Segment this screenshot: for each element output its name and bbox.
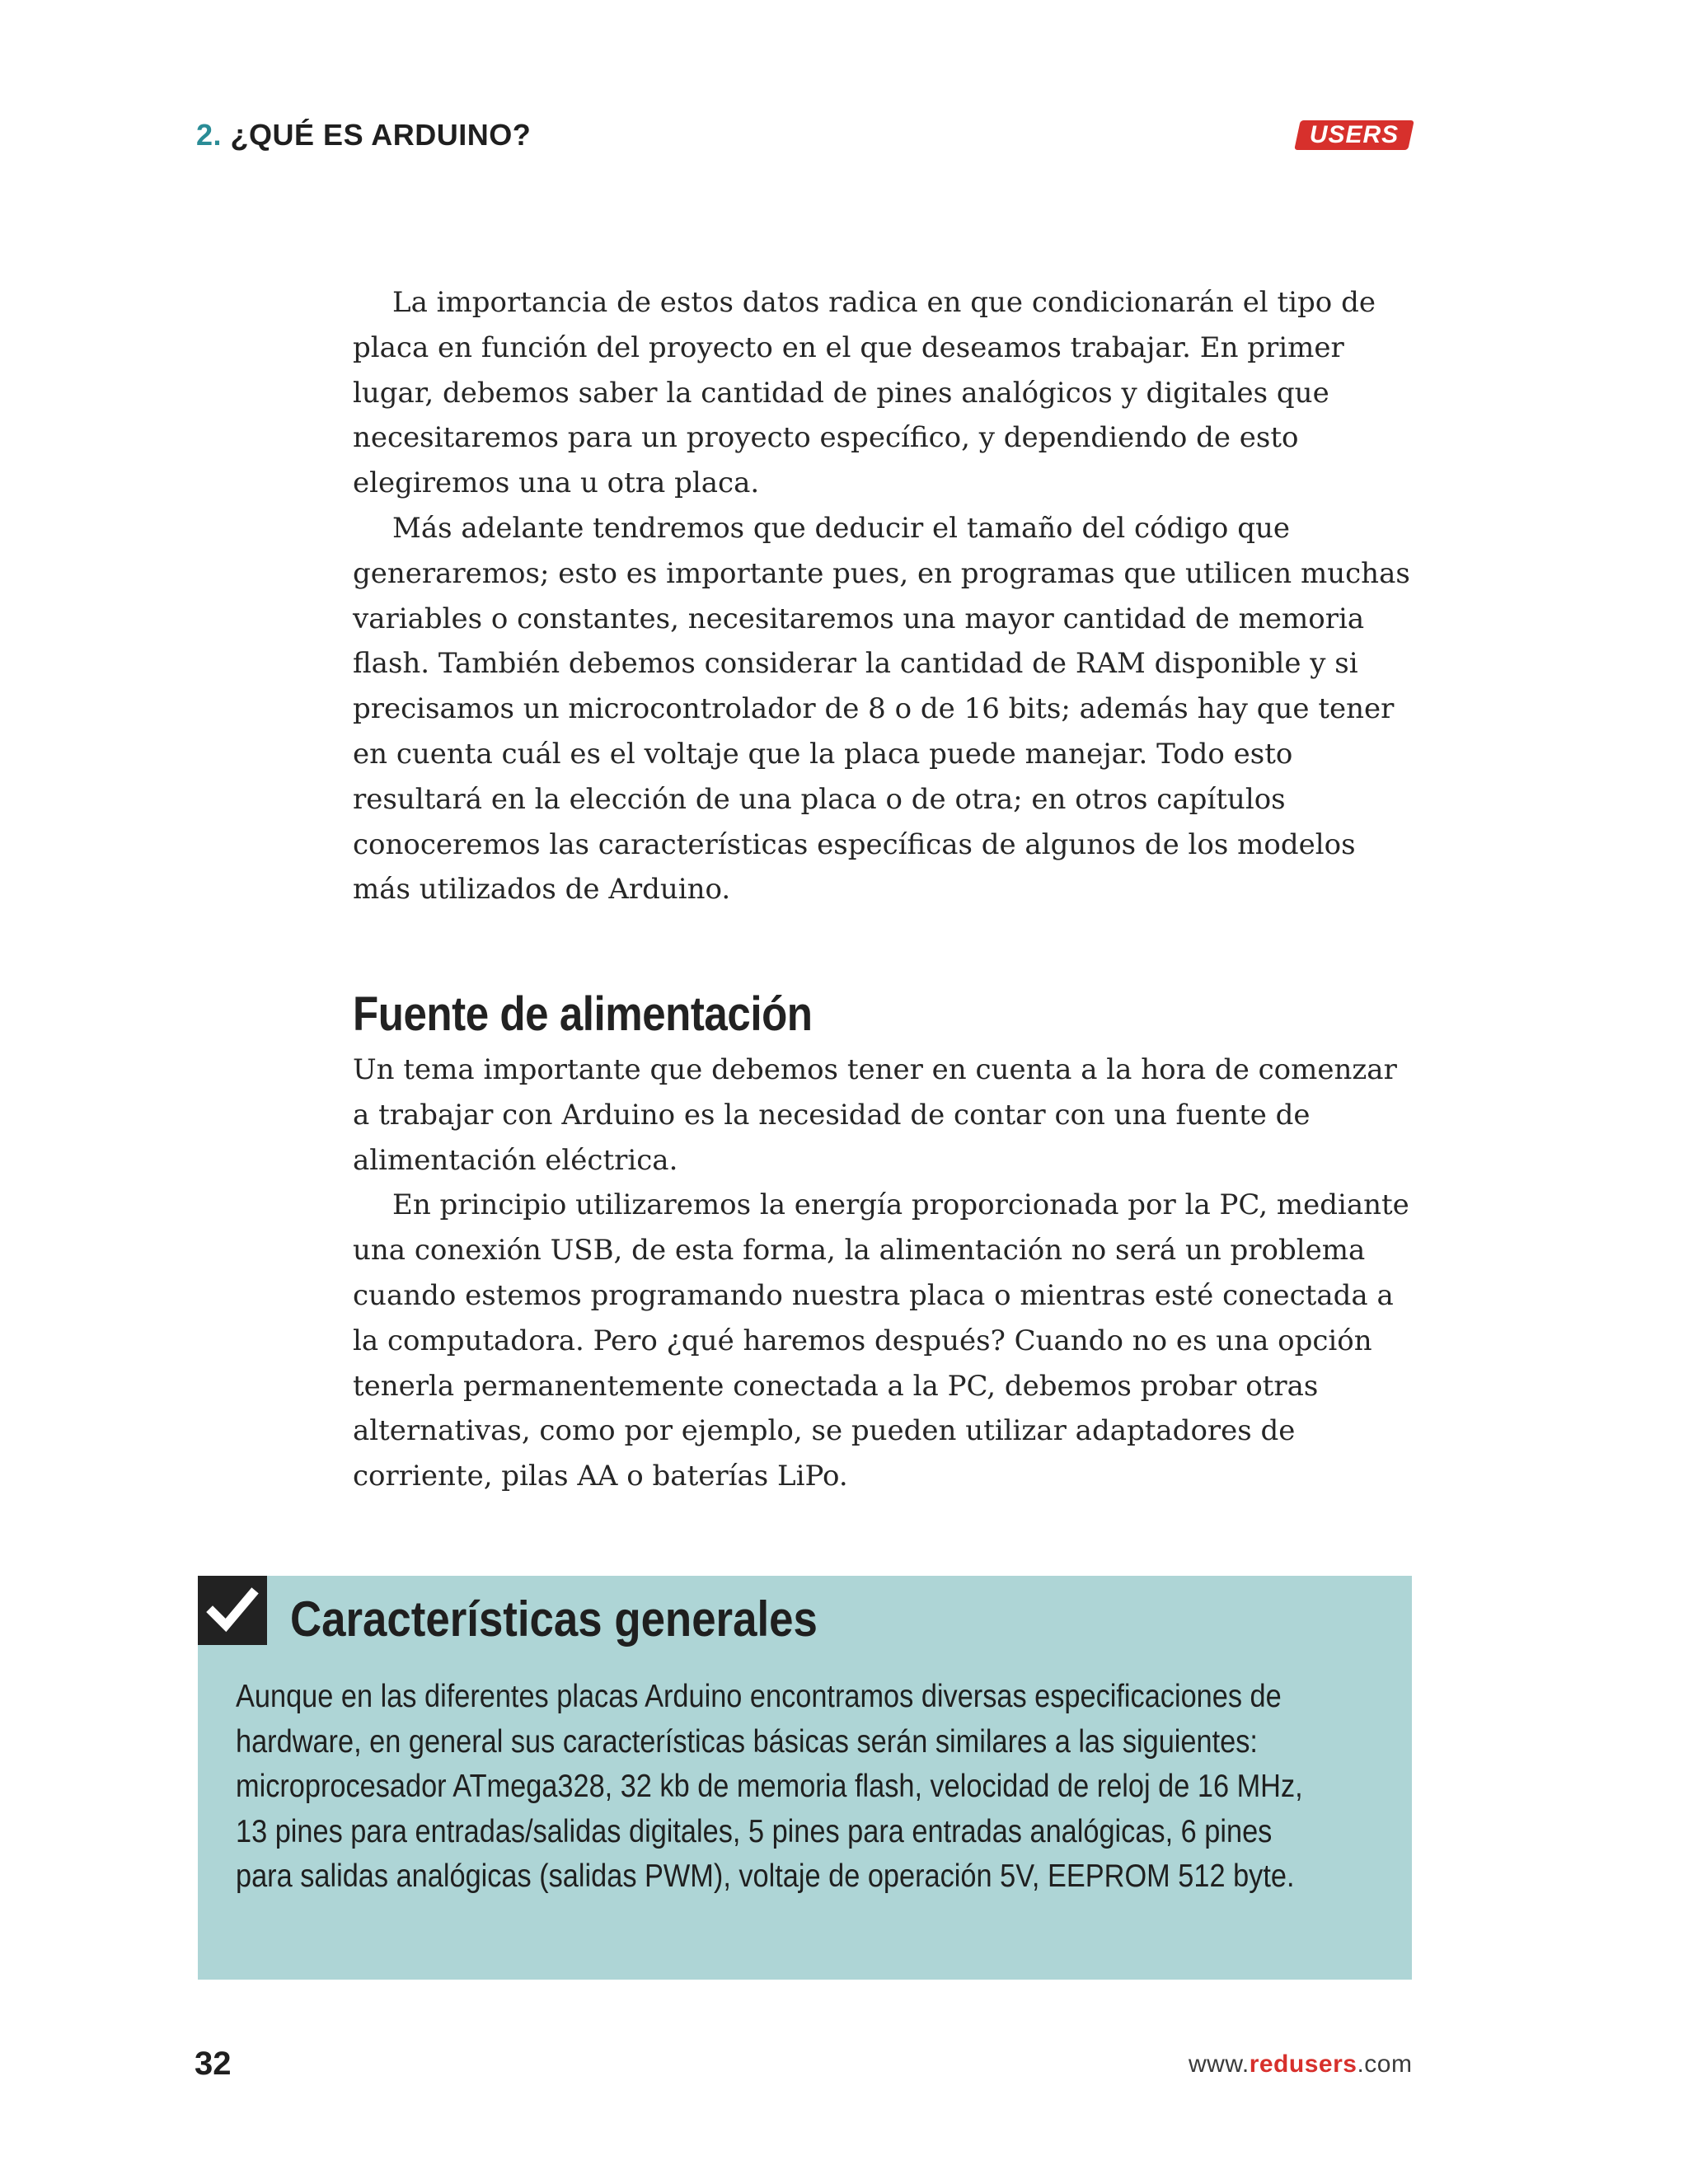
note-box: [198, 1576, 1412, 1980]
section-heading: Fuente de alimentación: [353, 987, 813, 1041]
section-text-block: [353, 1047, 1416, 1499]
chapter-title: ¿QUÉ ES ARDUINO?: [230, 118, 532, 152]
website-users: users: [1288, 2050, 1357, 2078]
paragraph: En principio utilizaremos la energía proporcionada por la PC, mediante una conexión USB, de esta forma, la alimentación no será un problema cuando estemos programando nuestra placa o mientras esté conectada a la computadora. Pero ¿qué haremos después? Cuando no es una opción tenerla permanentemente conectada a la PC, debemos probar otras alternativas, como por ejemplo, se pueden utilizar adaptadores de corriente, pilas AA o baterías LiPo.: [353, 1188, 1409, 1493]
users-logo: [1294, 120, 1414, 150]
paragraph: La importancia de estos datos radica en que condicionarán el tipo de placa en función del proyecto en el que deseamos trabajar. En primer lugar, debemos saber la cantidad de pines analógicos y digitales que necesitaremos para un proyecto específico, y dependiendo de esto elegiremos una u otra placa.: [353, 286, 1376, 500]
website-prefix: www.: [1189, 2050, 1250, 2078]
intro-text-block: [353, 280, 1416, 912]
logo-text: USERS: [1309, 121, 1400, 148]
website-red: red: [1249, 2050, 1289, 2078]
chapter-number: 2.: [196, 118, 223, 152]
website-suffix: .com: [1357, 2050, 1413, 2078]
checkmark-icon: [198, 1576, 267, 1645]
note-text: [236, 1675, 1324, 1900]
chapter-header: [196, 118, 531, 152]
paragraph: Un tema importante que debemos tener en cuenta a la hora de comenzar a trabajar con Arduino es la necesidad de contar con una fuente de alimentación eléctrica.: [353, 1053, 1397, 1177]
paragraph: Más adelante tendremos que deducir el tamaño del código que generaremos; esto es importante pues, en programas que utilicen muchas variables o constantes, necesitaremos una mayor cantidad de memoria flash. También debemos considerar la cantidad de RAM disponible y si precisamos un microcontrolador de 8 o de 16 bits; además hay que tener en cuenta cuál es el voltaje que la placa puede manejar. Todo esto resultará en la elección de una placa o de otra; en otros capítulos conoceremos las características específicas de algunos de los modelos más utilizados de Arduino.: [353, 511, 1410, 907]
website-url: [1189, 2050, 1412, 2079]
note-title: Características generales: [290, 1591, 818, 1647]
page-number: 32: [195, 2046, 232, 2082]
note-paragraph: Aunque en las diferentes placas Arduino encontramos diversas especificaciones de hardware, en general sus características básicas serán similares a las siguientes: microprocesador ATmega328, 32 kb de memoria flash, velocidad de reloj de 16 MHz, 13 pines para entradas/salidas digitales, 5 pines para entradas analógicas, 6 pines para salidas analógicas (salidas PWM), voltaje de operación 5V, EEPROM 512 byte.: [236, 1679, 1303, 1895]
